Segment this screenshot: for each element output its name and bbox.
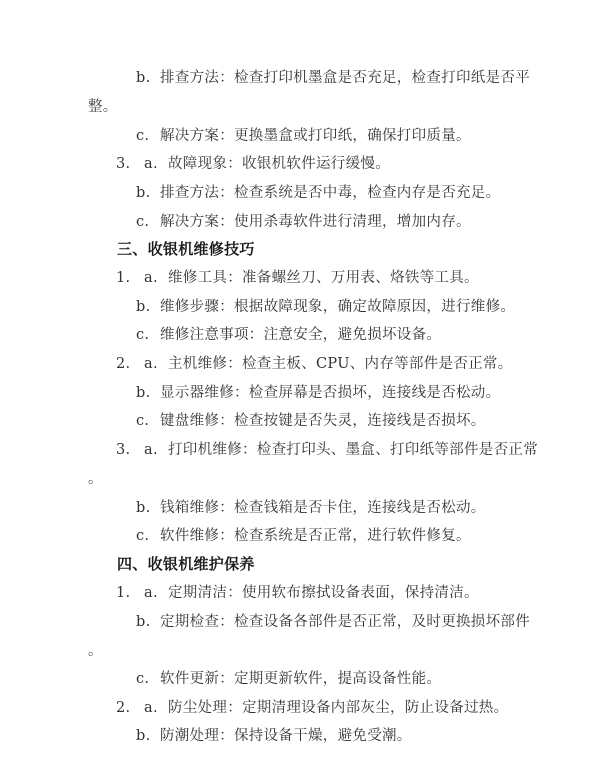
item-text: 防潮处理：保持设备干燥，避免受潮。	[160, 728, 412, 744]
item-text: 定期清洁：使用软布擦拭设备表面，保持清洁。	[168, 585, 479, 601]
item-text: 维修注意事项：注意安全，避免损坏设备。	[160, 327, 442, 343]
item-text: 定期检查：检查设备各部件是否正常，及时更换损坏部件	[160, 614, 530, 630]
wrapped-line	[0, 97, 600, 117]
list-item	[0, 411, 600, 431]
item-letter: b.	[136, 385, 151, 401]
item-text: 维修工具：准备螺丝刀、万用表、烙铁等工具。	[168, 270, 479, 286]
heading-text: 三、收银机维修技巧	[117, 240, 255, 258]
item-letter: b.	[136, 728, 151, 744]
item-letter: c.	[136, 671, 150, 687]
item-letter: c.	[136, 327, 150, 343]
item-text: 软件更新：定期更新软件，提高设备性能。	[160, 671, 442, 687]
item-letter: a.	[144, 700, 158, 716]
list-item	[0, 325, 600, 345]
item-text: 键盘维修：检查按键是否失灵，连接线是否损坏。	[160, 413, 486, 429]
heading-text: 四、收银机维护保养	[117, 555, 255, 573]
item-letter: a.	[144, 156, 158, 172]
wrap-text: 整。	[88, 99, 118, 115]
item-letter: c.	[136, 528, 150, 544]
list-item	[0, 612, 600, 632]
item-number: 2.	[116, 356, 131, 372]
item-text: 打印机维修：检查打印头、墨盒、打印纸等部件是否正常	[168, 442, 538, 458]
item-text: 排查方法：检查系统是否中毒，检查内存是否充足。	[160, 185, 501, 201]
wrap-text: 。	[88, 471, 103, 487]
list-item	[0, 212, 600, 232]
list-item	[0, 583, 600, 603]
wrapped-line	[0, 641, 600, 661]
list-item	[0, 268, 600, 288]
item-letter: c.	[136, 128, 150, 144]
item-text: 故障现象：收银机软件运行缓慢。	[168, 156, 390, 172]
item-text: 钱箱维修：检查钱箱是否卡住，连接线是否松动。	[160, 500, 486, 516]
section-heading	[0, 554, 600, 574]
list-item	[0, 183, 600, 203]
item-letter: a.	[144, 356, 158, 372]
item-letter: a.	[144, 442, 158, 458]
list-item	[0, 698, 600, 718]
list-item	[0, 297, 600, 317]
list-item	[0, 526, 600, 546]
wrap-text: 。	[88, 643, 103, 659]
section-heading	[0, 239, 600, 259]
list-item	[0, 669, 600, 689]
item-letter: b.	[136, 299, 151, 315]
list-item	[0, 498, 600, 518]
item-letter: b.	[136, 185, 151, 201]
item-text: 软件维修：检查系统是否正常，进行软件修复。	[160, 528, 471, 544]
item-text: 显示器维修：检查屏幕是否损坏，连接线是否松动。	[160, 385, 501, 401]
item-text: 解决方案：使用杀毒软件进行清理，增加内存。	[160, 214, 471, 230]
list-item	[0, 383, 600, 403]
item-text: 主机维修：检查主板、CPU、内存等部件是否正常。	[168, 356, 513, 372]
list-item	[0, 440, 600, 460]
item-letter: c.	[136, 214, 150, 230]
item-text: 解决方案：更换墨盒或打印纸，确保打印质量。	[160, 128, 471, 144]
list-item	[0, 154, 600, 174]
item-text: 维修步骤：根据故障现象，确定故障原因，进行维修。	[160, 299, 516, 315]
list-item	[0, 126, 600, 146]
item-number: 1.	[116, 270, 131, 286]
item-number: 3.	[116, 442, 131, 458]
item-number: 1.	[116, 585, 131, 601]
item-letter: b.	[136, 614, 151, 630]
item-letter: a.	[144, 585, 158, 601]
item-letter: a.	[144, 270, 158, 286]
item-letter: b.	[136, 500, 151, 516]
item-text: 排查方法：检查打印机墨盒是否充足，检查打印纸是否平	[160, 70, 530, 86]
item-letter: b.	[136, 70, 151, 86]
item-number: 3.	[116, 156, 131, 172]
wrapped-line	[0, 469, 600, 489]
list-item	[0, 68, 600, 88]
list-item	[0, 726, 600, 746]
item-letter: c.	[136, 413, 150, 429]
item-text: 防尘处理：定期清理设备内部灰尘，防止设备过热。	[168, 700, 509, 716]
list-item	[0, 354, 600, 374]
item-number: 2.	[116, 700, 131, 716]
